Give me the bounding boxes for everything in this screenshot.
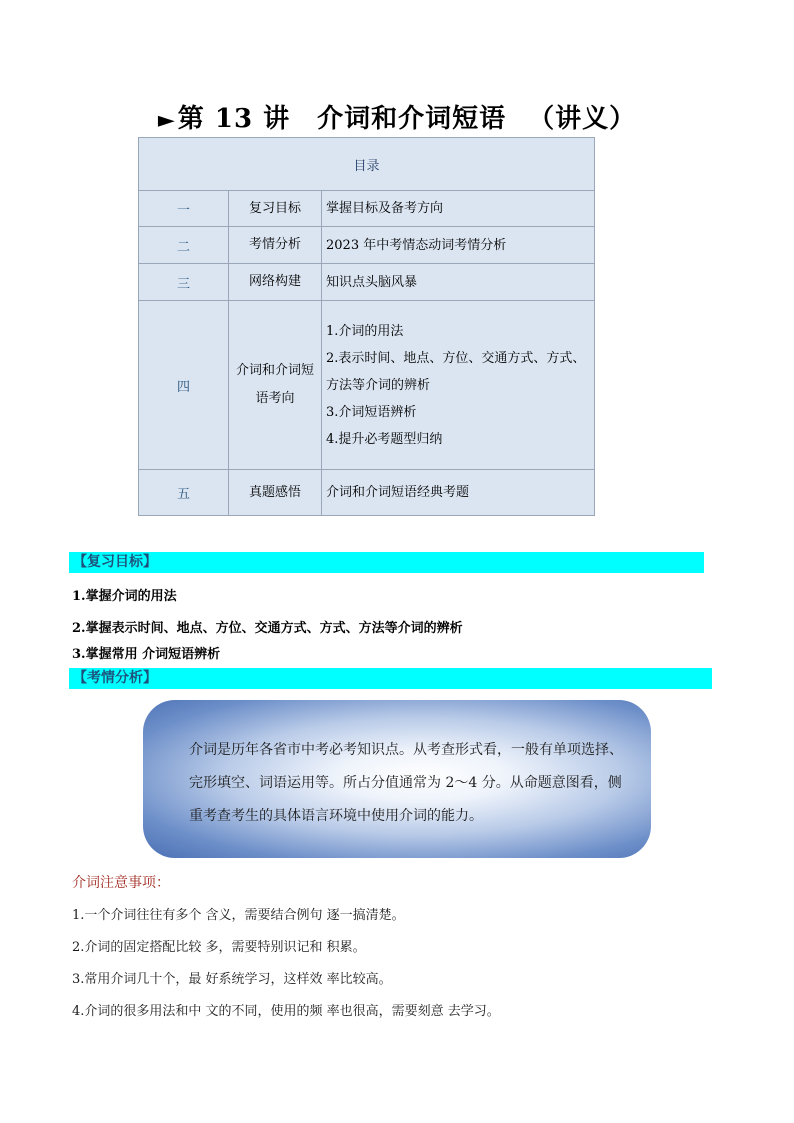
toc-content [322,227,595,264]
note-item: 4.介词的很多用法和中 文的不同，使用的频 率也很高，需要刻意 去学习。 [72,1004,500,1019]
toc-content [322,191,595,227]
review-item: 1.掌握介词的用法 [72,589,177,604]
title-main: 第 13 讲 介词和介词短语 [177,104,507,134]
analysis-line: 重考查考生的具体语言环境中使用介词的能力。 [189,808,483,824]
toc-content-line: 1.介词的用法 [326,323,404,339]
triangle-icon: ► [157,107,176,133]
toc-row [139,191,595,227]
toc-content-line: 介词和介词短语经典考题 [326,485,470,500]
note-item: 2.介词的固定搭配比较 多，需要特别识记和 积累。 [72,940,366,955]
analysis-line: 完形填空、词语运用等。所占分值通常为 2～4 分。从命题意图看，侧 [189,775,622,791]
toc-content-line: 4.提升必考题型归纳 [326,431,443,447]
title-suffix: （讲义） [528,104,637,134]
toc-num: 五 [139,470,229,516]
toc-content-line: 知识点头脑风暴 [326,274,418,290]
toc-content-line: 掌握目标及备考方向 [326,201,444,216]
review-heading: 【复习目标】 [69,552,704,573]
page-title [0,98,794,135]
toc-num: 一 [139,191,229,227]
review-item: 3.掌握常用 介词短语辨析 [72,647,221,662]
toc-row [139,227,595,264]
toc-table [138,137,595,516]
toc-row [139,470,595,516]
toc-content [322,470,595,516]
notes-title: 介词注意事项： [72,875,170,891]
toc-content-line: 方法等介词的辨析 [326,377,431,393]
toc-num: 二 [139,227,229,264]
toc-topic: 真题感悟 [229,470,322,516]
analysis-heading: 【考情分析】 [69,668,712,689]
review-item: 2.掌握表示时间、地点、方位、交通方式、方式、方法等介词的辨析 [72,621,463,636]
toc-row [139,301,595,470]
toc-num: 四 [139,301,229,470]
toc-topic: 复习目标 [229,191,322,227]
toc-topic: 网络构建 [229,264,322,301]
toc-content-line: 2.表示时间、地点、方位、交通方式、方式、 [326,350,586,366]
analysis-line: 介词是历年各省市中考必考知识点。从考查形式看，一般有单项选择、 [189,742,623,758]
toc-header: 目录 [139,138,595,191]
toc-content [322,264,595,301]
note-item: 1.一个介词往往有多个 含义，需要结合例句 逐一搞清楚。 [72,908,405,923]
toc-content [322,301,595,470]
toc-row [139,264,595,301]
analysis-box [143,700,651,858]
note-item: 3.常用介词几十个，最 好系统学习，这样效 率比较高。 [72,972,392,987]
toc-content-line: 3.介词短语辨析 [326,404,417,420]
toc-content-line: 2023 年中考情态动词考情分析 [326,237,507,253]
toc-num: 三 [139,264,229,301]
toc-topic: 介词和介词短语考向 [229,301,322,470]
toc-topic: 考情分析 [229,227,322,264]
